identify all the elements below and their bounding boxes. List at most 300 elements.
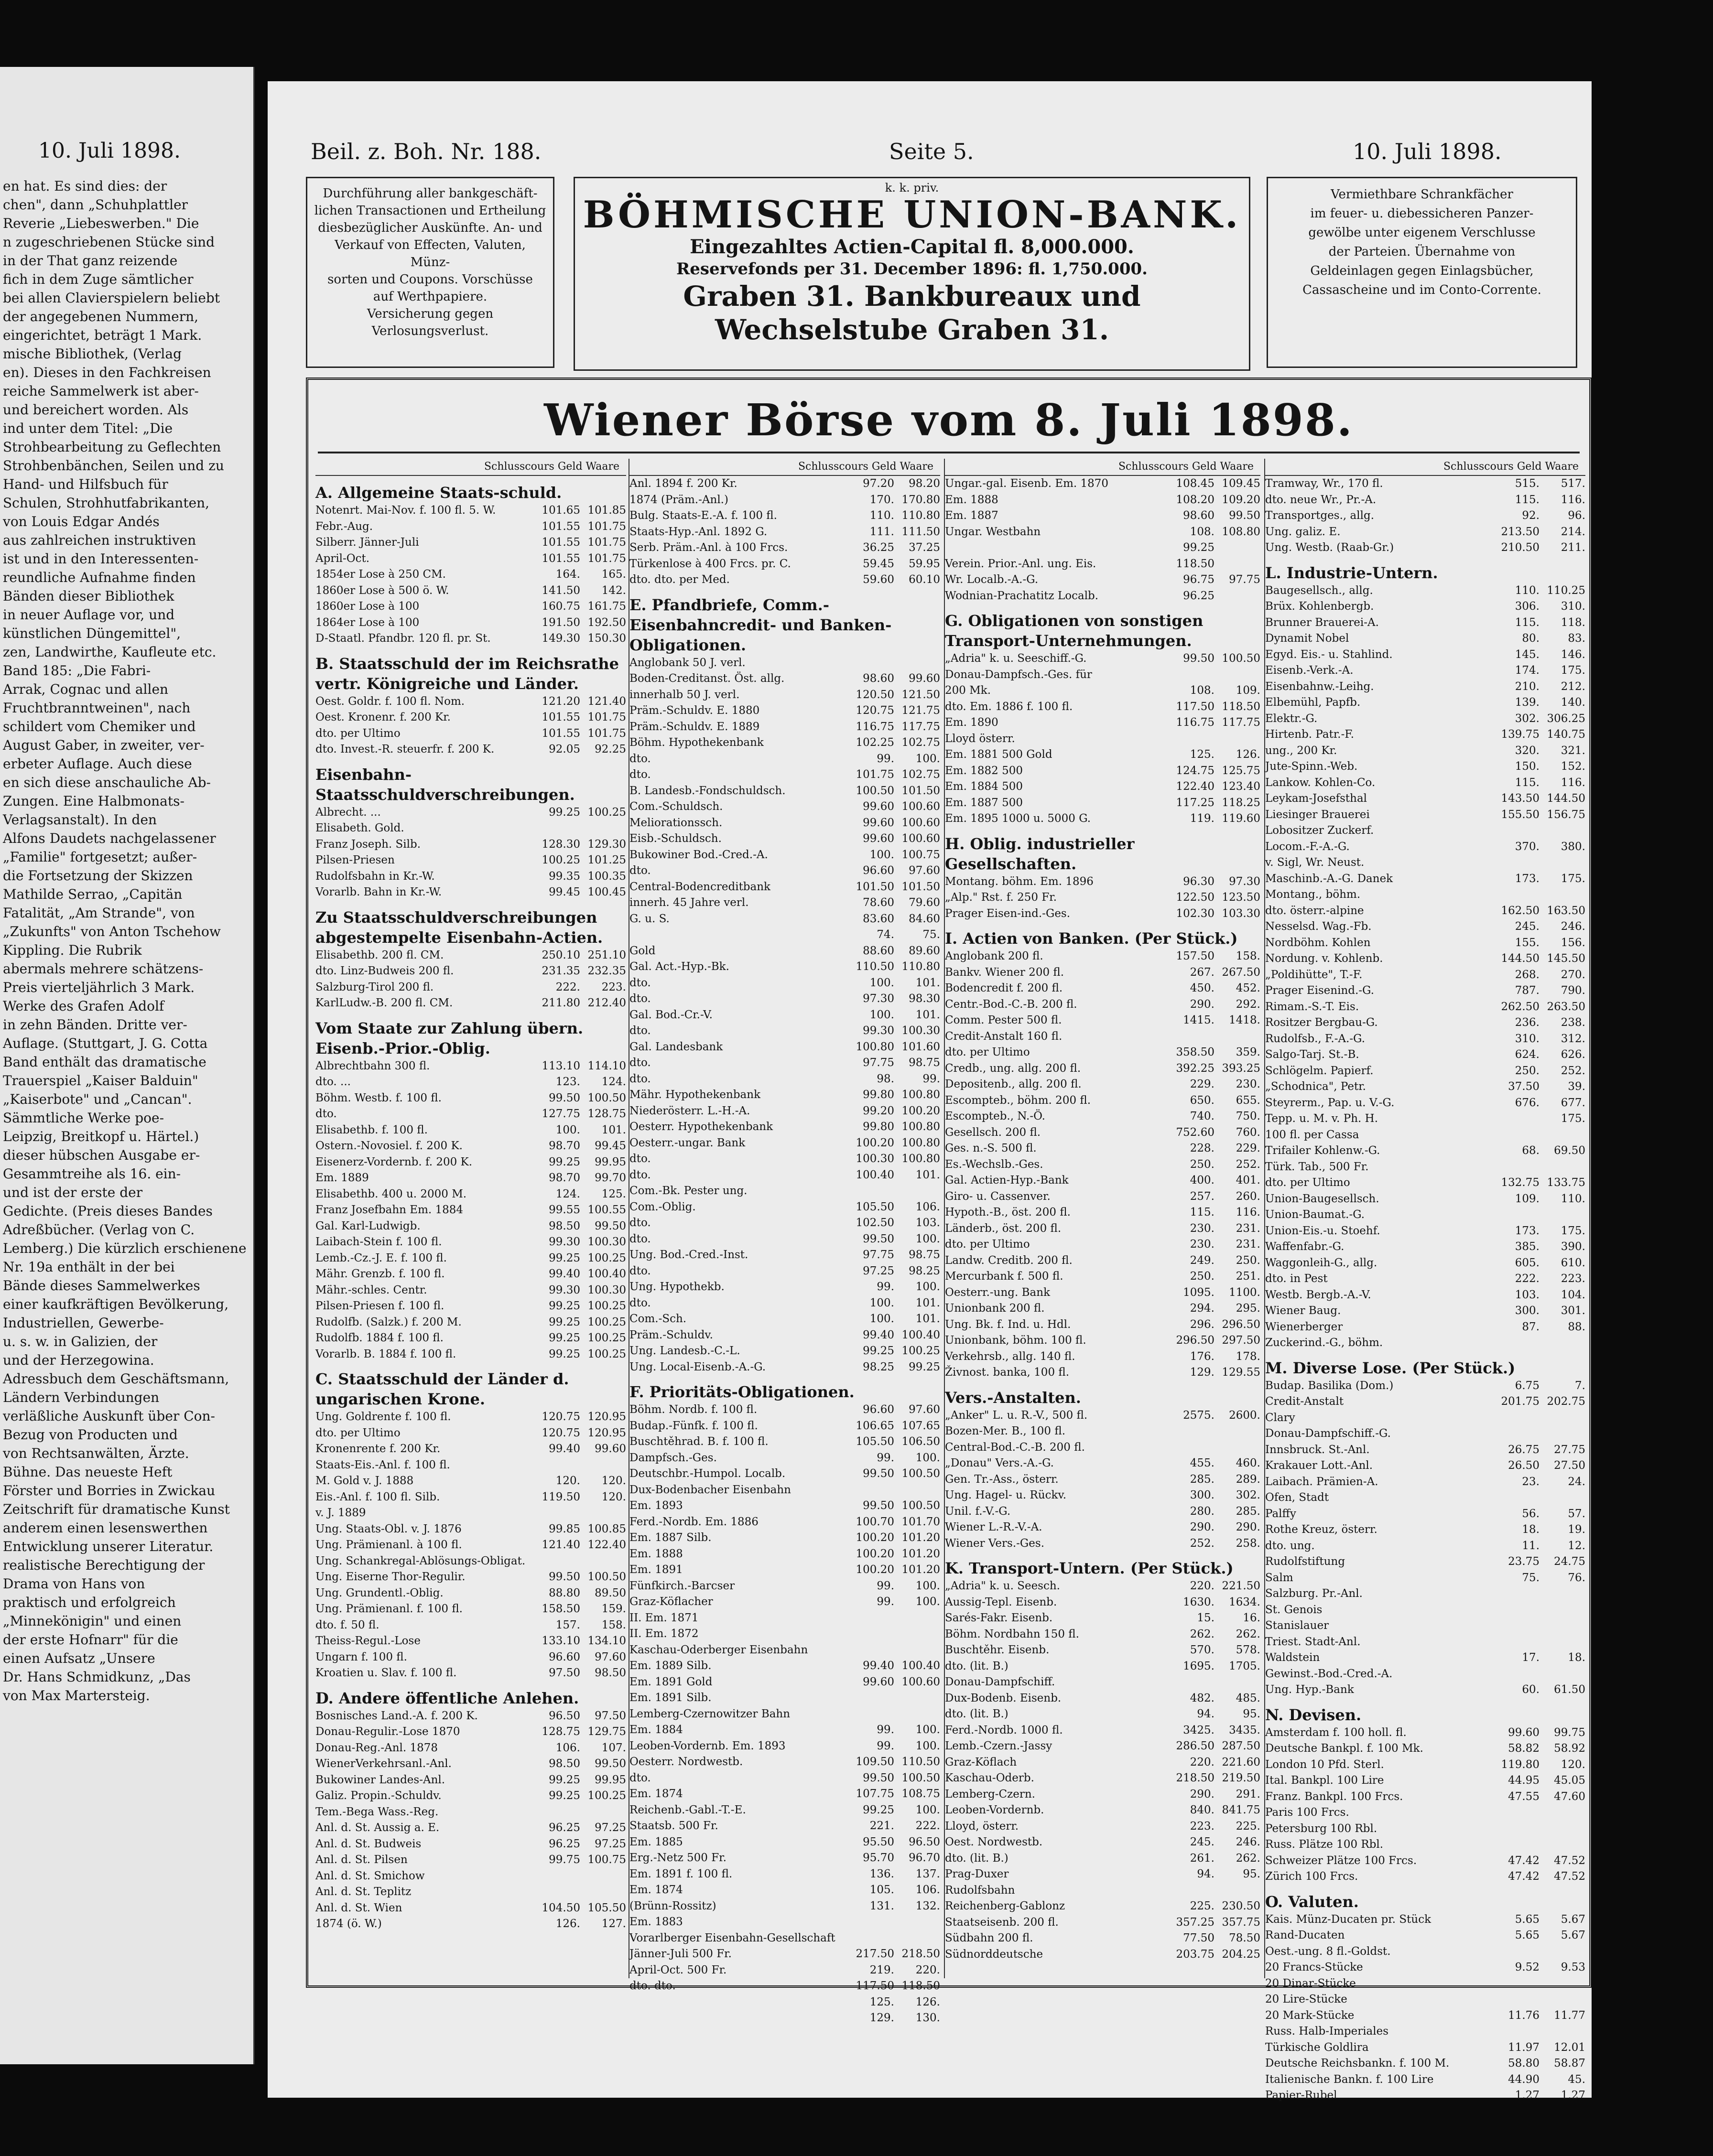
security-name: Wr. Localb.-A.-G. (945, 573, 1039, 586)
security-name: Staatsb. 500 Fr. (629, 1820, 718, 1832)
ask-price: 99.50 (1229, 509, 1260, 522)
table-row (1265, 1191, 1585, 1207)
security-name: dto. per Ultimo (315, 1426, 401, 1439)
bid-price: 285. (1190, 1473, 1214, 1486)
table-row (1265, 1015, 1585, 1031)
table-row (1265, 1650, 1585, 1666)
ask-price: 126. (1236, 748, 1260, 761)
ask-price: 401. (1236, 1174, 1260, 1186)
table-row (315, 1900, 626, 1917)
security-name: innerh. 45 Jahre verl. (629, 896, 749, 909)
security-name: Länderb., öst. 200 fl. (945, 1222, 1062, 1235)
table-row (629, 1562, 940, 1578)
ask-price: 101.75 (587, 520, 626, 533)
ask-price: 202.75 (1547, 1395, 1585, 1408)
table-row (629, 687, 940, 703)
bid-price: 11.76 (1508, 2009, 1540, 2022)
security-name: dto. (629, 1232, 651, 1245)
ask-price: 47.52 (1554, 1870, 1585, 1883)
table-row (315, 1553, 626, 1570)
table-row (945, 1706, 1260, 1723)
bid-price: 101.55 (542, 727, 580, 740)
table-row (1265, 1821, 1585, 1837)
ask-price: 100.30 (587, 1283, 626, 1296)
table-row (315, 1409, 626, 1425)
bid-price: 455. (1190, 1457, 1214, 1469)
text-line: von Louis Edgar Andés (3, 514, 160, 529)
table-row (629, 572, 940, 588)
security-name: Ungar. Westbahn (945, 525, 1041, 538)
table-row (629, 1119, 940, 1135)
table-row (315, 1315, 626, 1331)
bid-price: 105.50 (856, 1435, 894, 1448)
ask-price: 116. (1236, 1206, 1260, 1218)
ask-price: 100.55 (587, 1204, 626, 1216)
ask-price: 221.60 (1222, 1756, 1260, 1768)
ask-price: 175. (1561, 664, 1585, 677)
table-row (629, 1786, 940, 1802)
text-line: „Zukunfts" von Anton Tschehow (3, 924, 221, 939)
text-line: Entwicklung unserer Literatur. (3, 1539, 214, 1554)
bid-price: 236. (1515, 1016, 1540, 1029)
security-name: „Schodnica", Petr. (1265, 1080, 1366, 1093)
table-row (945, 1045, 1260, 1061)
table-row (945, 779, 1260, 795)
bid-price: 98.60 (1183, 509, 1214, 522)
table-row (1265, 1303, 1585, 1319)
text-line: Förster und Borries in Zwickau (3, 1483, 216, 1498)
text-line: dieser hübschen Ausgabe er- (3, 1147, 200, 1163)
ask-price: 99. (922, 1072, 940, 1085)
union-bank-ad (574, 177, 1250, 371)
bid-price: 11. (1522, 1539, 1540, 1552)
table-row (315, 1330, 626, 1347)
security-name: Trifailer Kohlenw.-G. (1265, 1144, 1380, 1157)
ask-price: 178. (1236, 1350, 1260, 1363)
table-row (945, 1455, 1260, 1472)
ask-price: 118.50 (1222, 700, 1260, 713)
table-row (1265, 935, 1585, 951)
table-row (945, 1488, 1260, 1504)
security-name: Central-Bodencreditbank (629, 880, 770, 893)
ask-price: 100.50 (901, 1467, 940, 1480)
ask-price: 321. (1561, 744, 1585, 757)
column-header: Schlusscours Geld Waare (1265, 459, 1585, 476)
table-row (1265, 1111, 1585, 1127)
security-name: Transportges., allg. (1265, 509, 1375, 522)
table-row (945, 1610, 1260, 1627)
ask-price: 92.25 (595, 743, 626, 755)
table-row (945, 1029, 1260, 1045)
security-name: Serb. Präm.-Anl. à 100 Frcs. (629, 541, 788, 554)
security-name: Gal. Landesbank (629, 1040, 723, 1053)
security-name: Giro- u. Cassenver. (945, 1190, 1051, 1203)
security-name: dto. ... (315, 1076, 351, 1088)
table-row (1265, 2024, 1585, 2040)
ask-price: 100.25 (587, 806, 626, 819)
table-row (315, 805, 626, 821)
ask-price: 145.50 (1547, 952, 1585, 965)
security-name: Maschinb.-A.-G. Danek (1265, 872, 1393, 885)
security-name: Bodencredit f. 200 fl. (945, 982, 1063, 994)
security-name: Em. 1890 (945, 716, 998, 729)
ask-price (1540, 1602, 1585, 1618)
text-line: schildert vom Chemiker und (3, 719, 196, 734)
table-row (629, 1279, 940, 1295)
table-row (945, 1659, 1260, 1675)
security-name: Dynamit Nobel (1265, 632, 1349, 645)
text-line: Strohbearbeitung zu Geflechten (3, 439, 221, 455)
table-row (315, 852, 626, 869)
bid-price: 119.80 (1501, 1758, 1540, 1771)
security-name: Böhm. Nordb. f. 100 fl. (629, 1403, 758, 1416)
bid-price: 100. (869, 848, 894, 861)
bid-price: 100.20 (856, 1136, 894, 1149)
security-name: Amsterdam f. 100 holl. fl. (1265, 1726, 1407, 1739)
table-row (315, 551, 626, 567)
ask-price: 107. (601, 1741, 626, 1754)
bid-price: 158.50 (542, 1603, 580, 1615)
security-name: Em. 1885 (629, 1835, 683, 1848)
table-row (945, 1866, 1260, 1883)
table-row (945, 1472, 1260, 1488)
table-row (945, 1221, 1260, 1237)
text-line: einen Aufsatz „Unsere (3, 1650, 155, 1666)
ask-price: 214. (1561, 525, 1585, 538)
ask-price: 95. (1243, 1708, 1260, 1720)
ask-price: 98.20 (909, 477, 940, 490)
ask-price (580, 1868, 626, 1885)
ask-price: 101.75 (587, 727, 626, 740)
table-row (629, 831, 940, 847)
security-name: Nesselsd. Wag.-Fb. (1265, 920, 1372, 933)
table-row (945, 1691, 1260, 1707)
bid-price: 100. (869, 976, 894, 989)
ask-price: 156. (1561, 936, 1585, 949)
security-name: Salzburg-Tirol 200 fl. (315, 981, 434, 993)
bid-price: 300. (1190, 1489, 1214, 1501)
table-row (315, 837, 626, 853)
bid-price: 58.80 (1508, 2057, 1540, 2070)
security-name: Prag-Duxer (945, 1868, 1009, 1880)
security-name: Nordböhm. Kohlen (1265, 936, 1371, 949)
ask-price: 677. (1561, 1096, 1585, 1109)
bid-price: 99.80 (863, 1089, 894, 1101)
text-line: Mathilde Serrao, „Capitän (3, 886, 183, 902)
ask-price: 5.67 (1561, 1929, 1585, 1941)
ask-price: 9.53 (1561, 1961, 1585, 1973)
security-name: dto. (629, 1024, 651, 1037)
ask-price: 221.50 (1222, 1580, 1260, 1592)
bid-price: 123. (555, 1076, 580, 1088)
ask-price: 1.27 (1561, 2089, 1585, 2102)
ask-price: 12. (1568, 1539, 1585, 1552)
table-row (629, 1418, 940, 1434)
bid-price: 99.60 (863, 1675, 894, 1688)
table-row (1265, 1928, 1585, 1944)
table-row (945, 556, 1260, 572)
bid-price: 117.25 (1176, 796, 1214, 809)
table-column-2 (629, 459, 940, 2024)
security-name: Bankv. Wiener 200 fl. (945, 966, 1064, 979)
table-row (629, 1498, 940, 1514)
ask-price (1214, 588, 1260, 604)
table-row (315, 1058, 626, 1075)
ad-line: auf Werthpapiere. (373, 290, 488, 304)
text-line: Band 185: „Die Fabri- (3, 663, 151, 679)
security-name: Gold (629, 944, 656, 957)
section-heading: F. Prioritäts-Obligationen. (629, 1383, 855, 1401)
table-row (1265, 1442, 1585, 1458)
ask-price: 110. (1561, 1192, 1585, 1205)
security-name: dto. (lit. B.) (945, 1660, 1008, 1672)
bid-price: 113.10 (542, 1059, 580, 1072)
table-row (315, 980, 626, 996)
security-name: Ungar.-gal. Eisenb. Em. 1870 (945, 477, 1109, 490)
table-row (945, 1301, 1260, 1317)
table-row (1265, 1869, 1585, 1885)
bid-price: 99.25 (863, 1803, 894, 1816)
bid-price: 250.10 (542, 949, 580, 961)
security-name: „Adria" k. u. Seeschiff.-G. (945, 652, 1087, 665)
security-name: Präm.-Schuldv. E. 1880 (629, 704, 760, 717)
ask-price: 99.75 (1554, 1726, 1585, 1739)
table-row (629, 879, 940, 895)
ad-priv-label: k. k. priv. (885, 181, 939, 194)
ask-price: 103. (915, 1217, 940, 1229)
text-line: Zeitschrift für dramatische Kunst (3, 1501, 230, 1517)
table-row (315, 583, 626, 599)
bid-price: 126. (555, 1918, 580, 1930)
table-row (945, 476, 1260, 492)
ask-price: 118.50 (901, 1980, 940, 1992)
ask-price: 123.50 (1222, 891, 1260, 904)
ask-price (1540, 1426, 1585, 1442)
text-line: u. s. w. in Galizien, der (3, 1334, 158, 1349)
ask-price: 238. (1561, 1016, 1585, 1029)
bid-price (1494, 1837, 1540, 1853)
bid-price: 102.30 (1176, 907, 1214, 920)
table-row (629, 1738, 940, 1755)
table-row (315, 1633, 626, 1649)
bid-price: 1630. (1183, 1595, 1214, 1608)
text-line: Reverie „Liebeswerben." Die (3, 216, 199, 231)
ask-price: 100.20 (901, 1104, 940, 1117)
security-name: Gal. Bod.-Cr.-V. (629, 1008, 713, 1021)
security-name: dto. dto. per Med. (629, 573, 730, 586)
ad-line: Verkauf von Effecten, Valuten, Münz- (335, 238, 526, 270)
table-row (315, 631, 626, 647)
security-name: Com.-Sch. (629, 1313, 687, 1325)
security-name: Rudolfstiftung (1265, 1555, 1345, 1568)
security-name: Paris 100 Frcs. (1265, 1806, 1349, 1819)
bid-price: 296.50 (1176, 1334, 1214, 1347)
text-line: reundliche Aufnahme finden (3, 570, 196, 585)
security-name: Jute-Spinn.-Web. (1265, 760, 1358, 773)
table-row (315, 710, 626, 726)
bid-price: 56. (1522, 1507, 1540, 1520)
table-row (1265, 476, 1585, 492)
table-row (629, 1199, 940, 1216)
table-row (1265, 1725, 1585, 1741)
security-name: dto. (629, 1153, 651, 1165)
ask-price: 109. (1236, 684, 1260, 697)
bid-price: 99.25 (549, 806, 580, 819)
ask-price: 101.70 (901, 1515, 940, 1528)
section-heading: Zu Staatsschuldverschreibungen abgestempelte Eisenbahn-Actien. (315, 908, 603, 947)
table-row (315, 995, 626, 1012)
security-name: Böhm. Nordbahn 150 fl. (945, 1628, 1079, 1640)
bid-price: 120.50 (856, 688, 894, 701)
bid-price: 213.50 (1501, 525, 1540, 538)
bid-price: 650. (1190, 1094, 1214, 1107)
security-name: Italienische Bankn. f. 100 Lire (1265, 2073, 1434, 2086)
ask-price (1214, 1029, 1260, 1045)
table-row (1265, 1789, 1585, 1805)
security-name: Oest. Kronenr. f. 200 Kr. (315, 711, 451, 723)
ask-price: 121.50 (901, 688, 940, 701)
bid-price: 229. (1190, 1078, 1214, 1090)
bid-price: 100.20 (856, 1563, 894, 1576)
bid-price: 99.80 (863, 1121, 894, 1133)
security-name: Vorarlb. Bahn in Kr.-W. (315, 886, 442, 898)
table-column-3 (944, 459, 1260, 1978)
bid-price: 58.82 (1508, 1742, 1540, 1755)
table-row (945, 1947, 1260, 1963)
bid-price: 6.75 (1515, 1379, 1540, 1392)
ask-price: 75. (922, 928, 940, 941)
ask-price: 47.60 (1554, 1790, 1585, 1803)
security-name: dto. (629, 864, 651, 877)
bid-price (848, 1183, 894, 1199)
security-name: Eis.-Anl. f. 100 fl. Silb. (315, 1490, 440, 1503)
table-row (945, 1834, 1260, 1851)
security-name: Südnorddeutsche (945, 1948, 1043, 1961)
table-row (629, 943, 940, 959)
security-name: Locom.-F.-A.-G. (1265, 840, 1350, 853)
bid-price: 133.10 (542, 1635, 580, 1647)
table-row (945, 1770, 1260, 1787)
security-name: 1874 (ö. W.) (315, 1918, 382, 1930)
ask-price: 120. (1561, 1758, 1585, 1771)
bid-price: 210. (1515, 680, 1540, 693)
table-row (1265, 1175, 1585, 1191)
security-name: Anl. d. St. Pilsen (315, 1854, 408, 1866)
bid-price: 220. (1190, 1580, 1214, 1592)
table-row (1265, 1143, 1585, 1159)
security-name: 1854er Lose à 250 CM. (315, 568, 446, 581)
security-name: 20 Francs-Stücke (1265, 1961, 1363, 1973)
bid-price: 96.25 (1183, 589, 1214, 602)
table-row (1265, 1976, 1585, 1992)
security-name: Pilsen-Priesen f. 100 fl. (315, 1300, 445, 1312)
ask-price: 204.25 (1222, 1948, 1260, 1961)
ask-price (1214, 540, 1260, 556)
bid-price: 131. (869, 1899, 894, 1912)
table-row (629, 524, 940, 540)
ask-price: 270. (1561, 968, 1585, 981)
text-line: Drama von Hans von (3, 1576, 145, 1592)
table-row (1265, 1474, 1585, 1490)
text-line: Gesammtreihe als 16. ein- (3, 1166, 181, 1182)
bid-price: 296. (1190, 1318, 1214, 1331)
ask-price: 124. (601, 1076, 626, 1088)
ask-price: 61.50 (1554, 1683, 1585, 1696)
bid-price: 96.50 (549, 1709, 580, 1722)
bid-price (1169, 1029, 1214, 1045)
table-row (629, 1450, 940, 1466)
text-line: Band enthält das dramatische (3, 1054, 206, 1070)
ask-price (894, 1482, 940, 1498)
table-row (945, 1365, 1260, 1381)
text-line: fich in dem Zuge sämtlicher (3, 271, 194, 287)
table-row (1265, 727, 1585, 743)
ask-price (894, 1183, 940, 1199)
table-row (315, 869, 626, 885)
ask-price: 100.30 (901, 1024, 940, 1037)
security-name: Es.-Wechslb.-Ges. (945, 1158, 1043, 1171)
security-name: Com.-Oblig. (629, 1200, 696, 1213)
table-row (629, 1530, 940, 1546)
bid-price: 605. (1515, 1256, 1540, 1269)
table-row (945, 1141, 1260, 1157)
table-row (629, 863, 940, 879)
ask-price: 218.50 (901, 1948, 940, 1960)
security-name: Ofen, Stadt (1265, 1491, 1329, 1504)
bid-price: 78.60 (863, 896, 894, 909)
security-name: Waldstein (1265, 1651, 1320, 1664)
security-name: Gesellsch. 200 fl. (945, 1126, 1041, 1139)
table-row (1265, 1458, 1585, 1474)
table-row (629, 1514, 940, 1531)
table-row (315, 884, 626, 901)
bid-price: 99.50 (549, 1091, 580, 1104)
ask-price (1540, 1634, 1585, 1650)
security-name: dto. (629, 1072, 651, 1085)
bid-price: 515. (1515, 477, 1540, 490)
table-row (629, 1071, 940, 1088)
ask-price (1540, 1490, 1585, 1506)
text-line: und bereichert worden. Als (3, 402, 189, 418)
security-name: London 10 Pfd. Sterl. (1265, 1758, 1384, 1771)
table-row (315, 1521, 626, 1538)
text-line: der erste Hofnarr" für die (3, 1632, 178, 1648)
bid-price: 110. (1515, 584, 1540, 597)
security-name: Com.-Schuldsch. (629, 800, 723, 813)
security-name: Mähr.-schles. Centr. (315, 1283, 427, 1296)
bid-price: 116.75 (856, 720, 894, 733)
table-row (1265, 1522, 1585, 1538)
bid-price: 128.30 (542, 838, 580, 851)
security-name: Bukowiner Bod.-Cred.-A. (629, 848, 768, 861)
bid-price: 99. (877, 1595, 894, 1608)
ask-price: 16. (1243, 1612, 1260, 1624)
text-line: anderem einen lesenswerthen (3, 1520, 208, 1536)
security-name: Rudolfsb., F.-A.-G. (1265, 1032, 1366, 1045)
bid-price: 5.65 (1515, 1929, 1540, 1941)
table-row (315, 1218, 626, 1235)
ask-price: 97.60 (909, 864, 940, 877)
table-row (315, 1804, 626, 1821)
bid-price: 144.50 (1501, 952, 1540, 965)
security-name: Rudolfb. (Salzk.) f. 200 M. (315, 1315, 462, 1328)
security-name: Credit-Anstalt 160 fl. (945, 1030, 1062, 1043)
security-name: Ung. Landesb.-C.-L. (629, 1345, 740, 1357)
security-name: Pilsen-Priesen (315, 854, 395, 866)
ask-price: 1418. (1229, 1014, 1260, 1026)
table-row (629, 1359, 940, 1376)
table-row (629, 1898, 940, 1915)
